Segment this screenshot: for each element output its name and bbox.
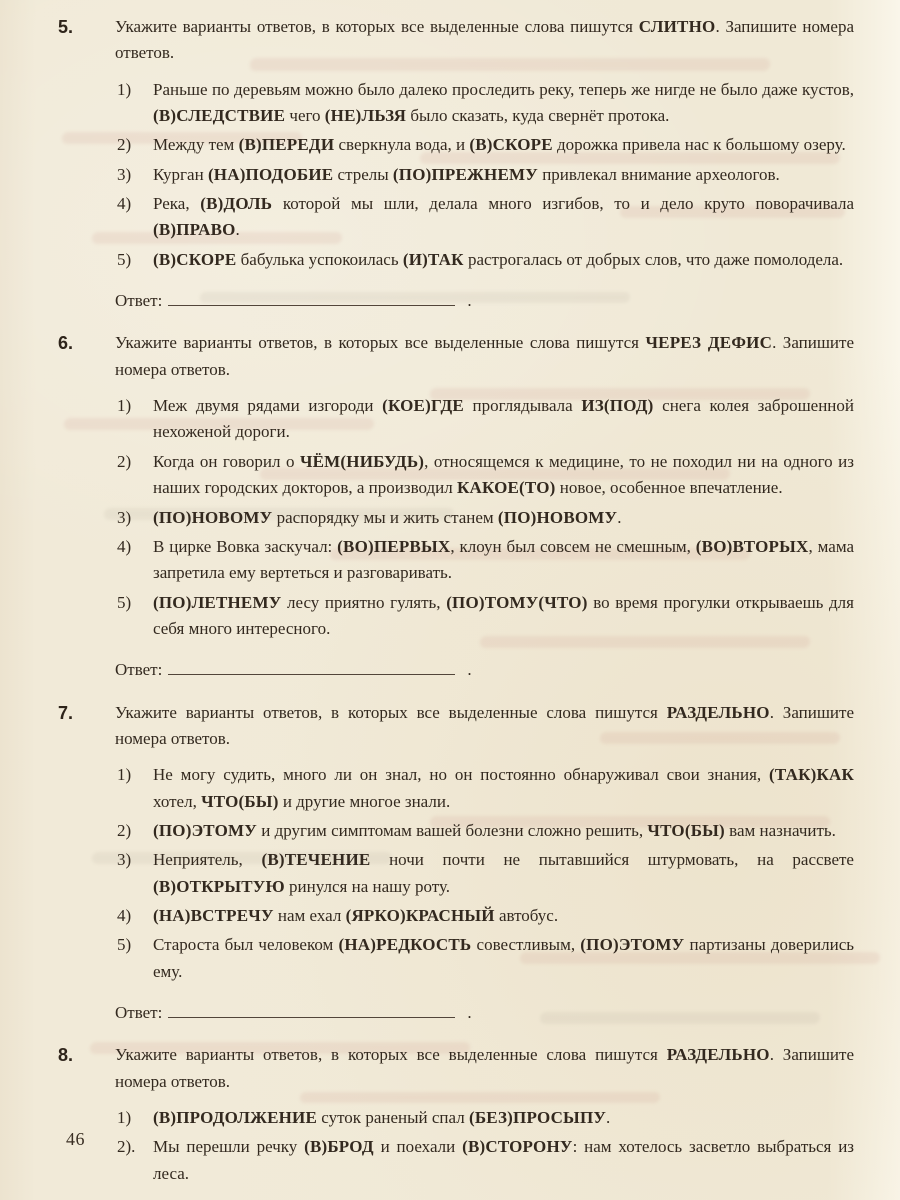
option-marker: 5) [117,935,132,955]
question-intro: Укажите варианты ответов, в которых все выделенные слова пишутся ЧЕРЕЗ ДЕФИС. Запишите номера ответов. [115,333,855,379]
answer-blank-line [168,288,455,306]
answer-blank-line [168,1000,455,1018]
option-text: Река, (В)ДОЛЬ которой мы шли, делала много изгибов, то и дело круто поворачивала (В)ПРАВО. [153,194,854,240]
question-7 [20,700,854,1031]
option-text: Когда он говорил о ЧЁМ(НИБУДЬ), относящемся к медицине, то не походил ни на одного из наших городских докторов, а производил КАКОЕ(ТО) новое, особенное впечатление. [153,451,854,498]
option-marker: 4) [117,536,132,556]
option-text: Курган (НА)ПОДОБИЕ стрелы (ПО)ПРЕЖНЕМУ привлекал внимание археологов. [153,164,780,184]
option-marker: 1) [117,396,132,416]
answer-row [115,288,854,314]
option-marker: 1) [117,1108,132,1128]
option-marker: 4) [117,194,132,214]
options-list [115,762,854,985]
answer-row [115,1000,854,1026]
option-text: Не могу судить, много ли он знал, но он постоянно обнаруживал свои знания, (ТАК)КАК хотел, ЧТО(БЫ) и другие многое знали. [153,765,854,811]
question-body [115,14,854,318]
options-list [115,393,854,642]
question-number: 8. [58,1045,74,1066]
option-item [115,1134,854,1187]
option-marker: 2). [117,1137,136,1157]
question-6 [20,330,854,687]
answer-label: Ответ: [115,660,163,680]
option-item [115,191,854,244]
answer-label: Ответ: [115,1003,163,1022]
option-text: Неприятель, (В)ТЕЧЕНИЕ ночи почти не пытавшийся штурмовать, на рассвете (В)ОТКРЫТУЮ ринулся на нашу роту. [153,850,854,896]
option-item [115,762,854,815]
question-8 [20,1042,854,1190]
question-intro: Укажите варианты ответов, в которых все выделенные слова пишутся РАЗДЕЛЬНО. Запишите номера ответов. [115,1045,855,1091]
option-item [115,77,854,130]
option-text: (В)СКОРЕ бабулька успокоилась (И)ТАК растрогалась от добрых слов, что даже помолодела. [153,249,844,269]
option-marker: 2) [117,820,132,840]
answer-blank-line [168,657,455,675]
option-item [115,903,854,929]
option-text: В цирке Вовка заскучал: (ВО)ПЕРВЫХ, клоун был совсем не смешным, (ВО)ВТОРЫХ, мама запретила ему вертеться и разговаривать. [153,536,855,583]
option-text: (ПО)ЛЕТНЕМУ лесу приятно гулять, (ПО)ТОМУ(ЧТО) во время прогулки открываешь для себя много интересного. [153,592,854,638]
question-body [115,1042,854,1190]
option-text: Мы перешли речку (В)БРОД и поехали (В)СТОРОНУ: нам хотелось засветло выбраться из леса. [153,1137,855,1183]
option-text: Между тем (В)ПЕРЕДИ сверкнула вода, и (В)СКОРЕ дорожка привела нас к большому озеру. [153,135,846,155]
option-item [115,1105,854,1131]
option-marker: 2) [117,451,132,471]
option-item [115,449,854,502]
option-item [115,847,854,900]
question-intro: Укажите варианты ответов, в которых все выделенные слова пишутся СЛИТНО. Запишите номера ответов. [115,17,854,63]
option-item [115,505,854,531]
question-number: 6. [58,333,74,354]
question-intro: Укажите варианты ответов, в которых все выделенные слова пишутся РАЗДЕЛЬНО. Запишите номера ответов. [115,702,855,748]
option-text: Староста был человеком (НА)РЕДКОСТЬ совестливым, (ПО)ЭТОМУ партизаны доверились ему. [153,935,855,981]
option-text: Раньше по деревьям можно было далеко проследить реку, теперь же нигде не было даже кустов, (В)СЛЕДСТВИЕ чего (НЕ)ЛЬЗЯ было сказать, куда свернёт протока. [153,79,854,126]
option-text: (ПО)ЭТОМУ и другим симптомам вашей болезни сложно решить, ЧТО(БЫ) вам назначить. [153,820,836,840]
option-item [115,818,854,844]
question-body [115,700,854,1031]
option-marker: 1) [117,765,132,785]
answer-period: . [467,660,472,680]
option-marker: 1) [117,79,132,99]
question-number: 7. [58,702,74,723]
option-text: (В)ПРОДОЛЖЕНИЕ суток раненый спал (БЕЗ)ПРОСЫПУ. [153,1108,611,1128]
option-item [115,534,854,587]
answer-label: Ответ: [115,291,163,311]
option-marker: 5) [117,592,132,612]
option-marker: 3) [117,507,132,527]
options-list [115,1105,854,1187]
option-item [115,247,854,273]
answer-period: . [467,291,472,311]
option-item [115,932,854,985]
option-text: (ПО)НОВОМУ распорядку мы и жить станем (ПО)НОВОМУ. [153,507,622,527]
option-item [115,162,854,188]
option-marker: 2) [117,135,132,155]
option-text: (НА)ВСТРЕЧУ нам ехал (ЯРКО)КРАСНЫЙ автобус. [153,905,559,925]
option-marker: 5) [117,249,132,269]
option-marker: 3) [117,164,132,184]
options-list [115,77,854,273]
answer-period: . [467,1003,472,1022]
option-text: Меж двумя рядами изгороди (КОЕ)ГДЕ проглядывала ИЗ(ПОД) снега колея заброшенной нехоженой дороги. [153,396,855,442]
answer-row [115,657,854,683]
question-body [115,330,854,687]
option-marker: 3) [117,850,132,870]
question-5 [20,14,854,318]
option-item [115,590,854,643]
option-item [115,393,854,446]
option-item [115,132,854,158]
question-number: 5. [58,17,74,37]
option-marker: 4) [117,905,132,925]
page-number: 46 [66,1129,85,1149]
